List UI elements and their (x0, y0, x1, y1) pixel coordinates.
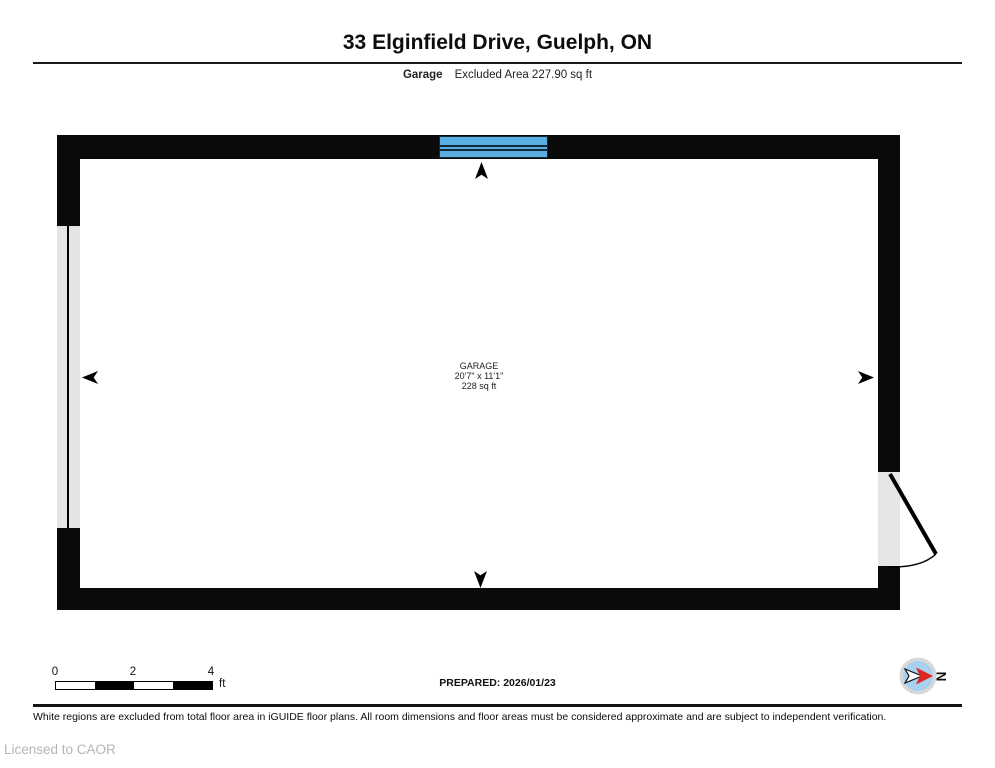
window-pane-line (440, 149, 547, 151)
scale-tick-0: 0 (51, 666, 59, 678)
garage-door-opening (57, 226, 80, 528)
window-top (439, 136, 548, 158)
door-swing-icon (876, 468, 946, 573)
room-label (379, 361, 579, 391)
title-divider (33, 62, 962, 64)
room-dimensions: 20'7" x 11'1" (454, 371, 504, 381)
scale-unit-label: ft (219, 678, 226, 690)
compass-north-label: N (933, 671, 949, 682)
arrow-up-icon (475, 162, 488, 179)
arrow-down-icon (474, 571, 487, 588)
disclaimer-text: White regions are excluded from total floor area in iGUIDE floor plans. All room dimensions and floor areas must be considered approximate and are subject to independent verification. (33, 711, 887, 723)
scale-tick-4: 4 (207, 666, 215, 678)
license-text: Licensed to CAOR (4, 742, 116, 757)
room-name: GARAGE (459, 361, 499, 371)
scale-tick-2: 2 (129, 666, 137, 678)
subtitle (0, 69, 995, 81)
footer-divider (33, 704, 962, 707)
floor-label: Garage (402, 69, 443, 81)
arrow-left-icon (82, 371, 98, 384)
page-title: 33 Elginfield Drive, Guelph, ON (342, 31, 653, 54)
room-area: 228 sq ft (461, 381, 497, 391)
excluded-area-label: Excluded Area 227.90 sq ft (454, 69, 593, 81)
garage-door-track (67, 226, 69, 528)
arrow-right-icon (858, 371, 874, 384)
window-pane-line (440, 145, 547, 147)
prepared-date: PREPARED: 2026/01/23 (439, 677, 556, 689)
